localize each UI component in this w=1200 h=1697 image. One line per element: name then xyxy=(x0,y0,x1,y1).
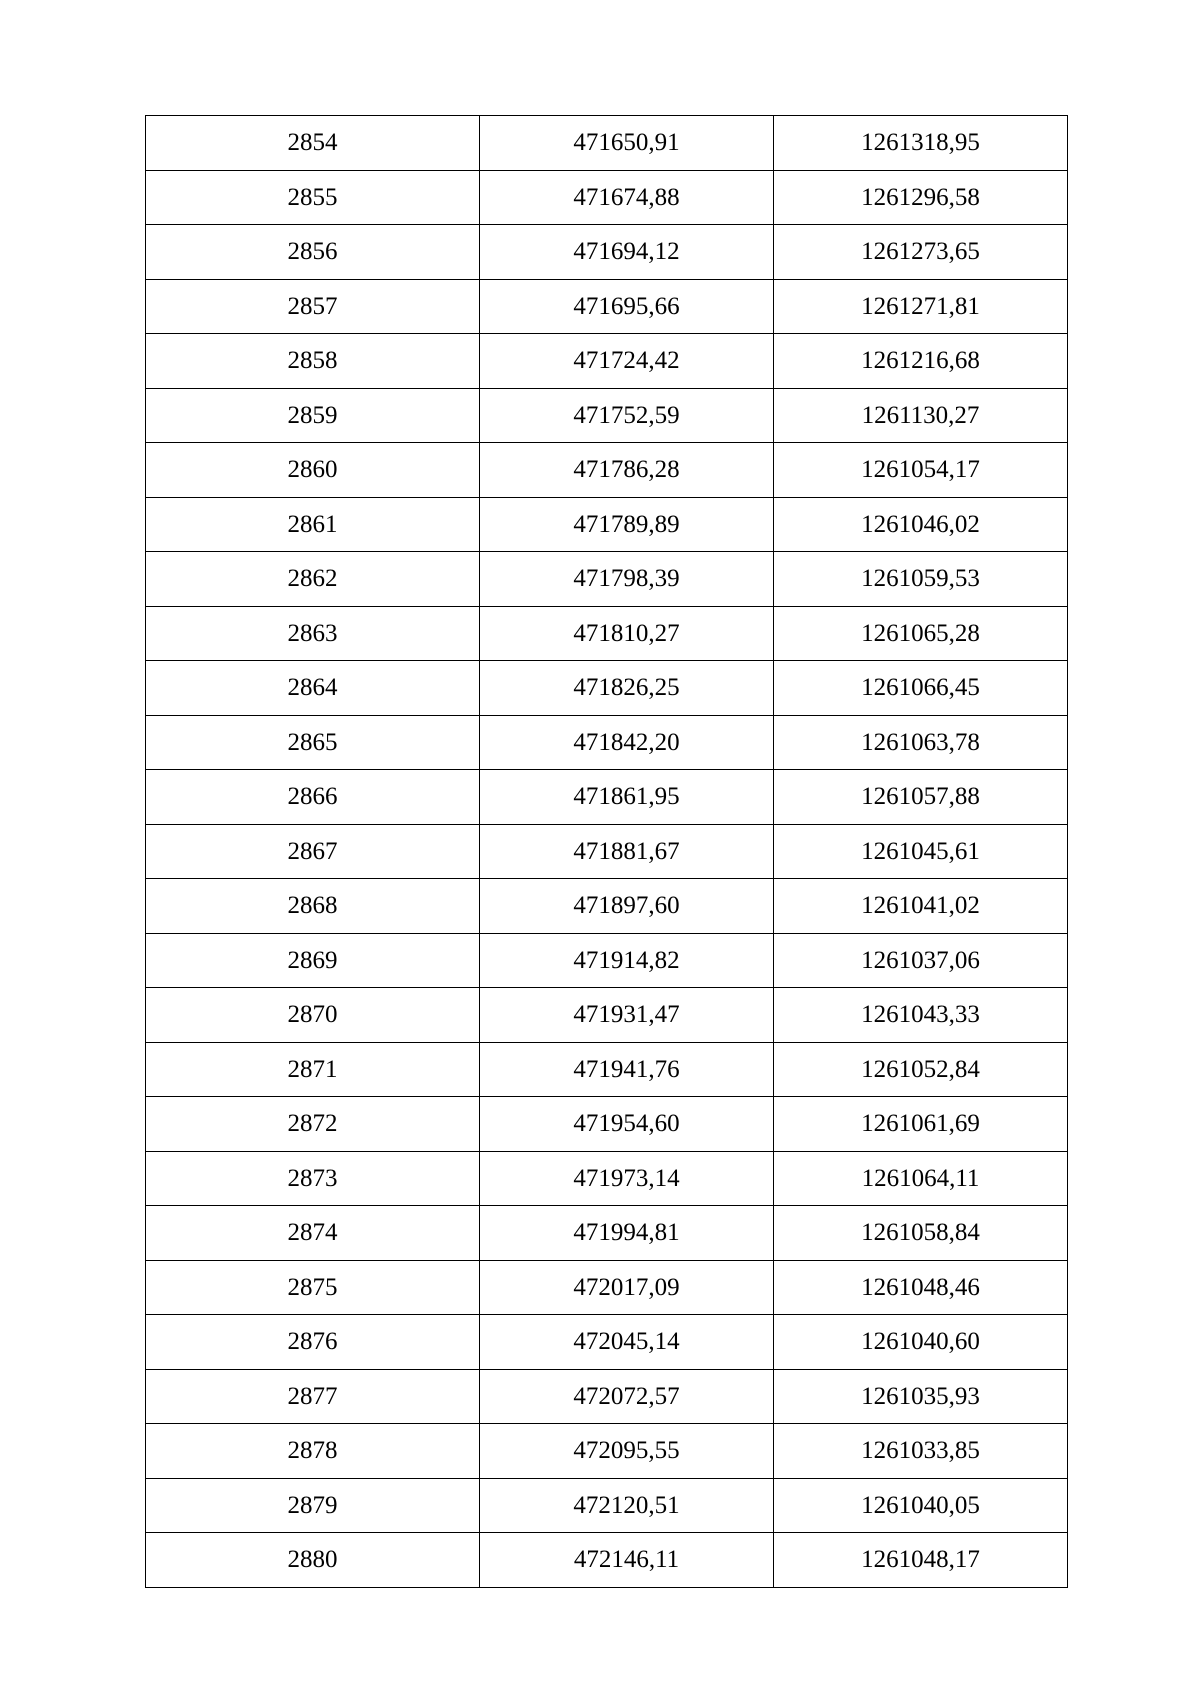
x-coordinate-cell: 471842,20 xyxy=(480,715,774,770)
x-coordinate-cell: 471786,28 xyxy=(480,443,774,498)
y-coordinate-cell: 1261061,69 xyxy=(774,1097,1068,1152)
table-row xyxy=(146,770,1068,825)
table-row xyxy=(146,443,1068,498)
y-coordinate-cell: 1261048,17 xyxy=(774,1533,1068,1588)
y-coordinate-cell: 1261273,65 xyxy=(774,225,1068,280)
point-number-cell: 2880 xyxy=(146,1533,480,1588)
x-coordinate-cell: 471973,14 xyxy=(480,1151,774,1206)
y-coordinate-cell: 1261040,05 xyxy=(774,1478,1068,1533)
point-number-cell: 2878 xyxy=(146,1424,480,1479)
x-coordinate-cell: 472095,55 xyxy=(480,1424,774,1479)
table-row xyxy=(146,1369,1068,1424)
point-number-cell: 2856 xyxy=(146,225,480,280)
table-row xyxy=(146,552,1068,607)
y-coordinate-cell: 1261059,53 xyxy=(774,552,1068,607)
table-row xyxy=(146,279,1068,334)
y-coordinate-cell: 1261048,46 xyxy=(774,1260,1068,1315)
coordinates-table xyxy=(145,115,1068,1588)
x-coordinate-cell: 471826,25 xyxy=(480,661,774,716)
x-coordinate-cell: 472120,51 xyxy=(480,1478,774,1533)
point-number-cell: 2862 xyxy=(146,552,480,607)
y-coordinate-cell: 1261035,93 xyxy=(774,1369,1068,1424)
table-row xyxy=(146,1478,1068,1533)
y-coordinate-cell: 1261271,81 xyxy=(774,279,1068,334)
x-coordinate-cell: 471724,42 xyxy=(480,334,774,389)
y-coordinate-cell: 1261058,84 xyxy=(774,1206,1068,1261)
y-coordinate-cell: 1261296,58 xyxy=(774,170,1068,225)
table-row xyxy=(146,225,1068,280)
point-number-cell: 2874 xyxy=(146,1206,480,1261)
table-row xyxy=(146,1097,1068,1152)
table-row xyxy=(146,334,1068,389)
y-coordinate-cell: 1261052,84 xyxy=(774,1042,1068,1097)
table-row xyxy=(146,170,1068,225)
point-number-cell: 2861 xyxy=(146,497,480,552)
point-number-cell: 2857 xyxy=(146,279,480,334)
table-row xyxy=(146,1315,1068,1370)
point-number-cell: 2860 xyxy=(146,443,480,498)
point-number-cell: 2873 xyxy=(146,1151,480,1206)
x-coordinate-cell: 471695,66 xyxy=(480,279,774,334)
table-row xyxy=(146,606,1068,661)
table-row xyxy=(146,1533,1068,1588)
x-coordinate-cell: 471954,60 xyxy=(480,1097,774,1152)
coordinates-table-body xyxy=(146,116,1068,1588)
table-row xyxy=(146,1042,1068,1097)
point-number-cell: 2872 xyxy=(146,1097,480,1152)
point-number-cell: 2859 xyxy=(146,388,480,443)
point-number-cell: 2858 xyxy=(146,334,480,389)
y-coordinate-cell: 1261045,61 xyxy=(774,824,1068,879)
table-row xyxy=(146,824,1068,879)
x-coordinate-cell: 471881,67 xyxy=(480,824,774,879)
point-number-cell: 2867 xyxy=(146,824,480,879)
table-row xyxy=(146,715,1068,770)
table-row xyxy=(146,497,1068,552)
y-coordinate-cell: 1261041,02 xyxy=(774,879,1068,934)
point-number-cell: 2865 xyxy=(146,715,480,770)
x-coordinate-cell: 471694,12 xyxy=(480,225,774,280)
x-coordinate-cell: 472045,14 xyxy=(480,1315,774,1370)
y-coordinate-cell: 1261033,85 xyxy=(774,1424,1068,1479)
point-number-cell: 2870 xyxy=(146,988,480,1043)
y-coordinate-cell: 1261040,60 xyxy=(774,1315,1068,1370)
x-coordinate-cell: 471941,76 xyxy=(480,1042,774,1097)
x-coordinate-cell: 471861,95 xyxy=(480,770,774,825)
table-row xyxy=(146,879,1068,934)
table-row xyxy=(146,661,1068,716)
point-number-cell: 2875 xyxy=(146,1260,480,1315)
x-coordinate-cell: 471674,88 xyxy=(480,170,774,225)
x-coordinate-cell: 471650,91 xyxy=(480,116,774,171)
point-number-cell: 2876 xyxy=(146,1315,480,1370)
point-number-cell: 2868 xyxy=(146,879,480,934)
y-coordinate-cell: 1261043,33 xyxy=(774,988,1068,1043)
point-number-cell: 2855 xyxy=(146,170,480,225)
x-coordinate-cell: 472146,11 xyxy=(480,1533,774,1588)
point-number-cell: 2863 xyxy=(146,606,480,661)
point-number-cell: 2877 xyxy=(146,1369,480,1424)
point-number-cell: 2866 xyxy=(146,770,480,825)
table-row xyxy=(146,1151,1068,1206)
x-coordinate-cell: 471798,39 xyxy=(480,552,774,607)
table-row xyxy=(146,933,1068,988)
y-coordinate-cell: 1261318,95 xyxy=(774,116,1068,171)
table-row xyxy=(146,1206,1068,1261)
y-coordinate-cell: 1261216,68 xyxy=(774,334,1068,389)
y-coordinate-cell: 1261130,27 xyxy=(774,388,1068,443)
table-row xyxy=(146,388,1068,443)
y-coordinate-cell: 1261063,78 xyxy=(774,715,1068,770)
table-row xyxy=(146,1260,1068,1315)
x-coordinate-cell: 471897,60 xyxy=(480,879,774,934)
point-number-cell: 2854 xyxy=(146,116,480,171)
table-row xyxy=(146,988,1068,1043)
point-number-cell: 2869 xyxy=(146,933,480,988)
y-coordinate-cell: 1261054,17 xyxy=(774,443,1068,498)
x-coordinate-cell: 471810,27 xyxy=(480,606,774,661)
y-coordinate-cell: 1261057,88 xyxy=(774,770,1068,825)
table-row xyxy=(146,116,1068,171)
x-coordinate-cell: 471914,82 xyxy=(480,933,774,988)
x-coordinate-cell: 471994,81 xyxy=(480,1206,774,1261)
x-coordinate-cell: 471931,47 xyxy=(480,988,774,1043)
point-number-cell: 2871 xyxy=(146,1042,480,1097)
y-coordinate-cell: 1261065,28 xyxy=(774,606,1068,661)
y-coordinate-cell: 1261064,11 xyxy=(774,1151,1068,1206)
x-coordinate-cell: 472017,09 xyxy=(480,1260,774,1315)
table-row xyxy=(146,1424,1068,1479)
x-coordinate-cell: 472072,57 xyxy=(480,1369,774,1424)
x-coordinate-cell: 471789,89 xyxy=(480,497,774,552)
x-coordinate-cell: 471752,59 xyxy=(480,388,774,443)
y-coordinate-cell: 1261046,02 xyxy=(774,497,1068,552)
y-coordinate-cell: 1261066,45 xyxy=(774,661,1068,716)
point-number-cell: 2864 xyxy=(146,661,480,716)
y-coordinate-cell: 1261037,06 xyxy=(774,933,1068,988)
point-number-cell: 2879 xyxy=(146,1478,480,1533)
